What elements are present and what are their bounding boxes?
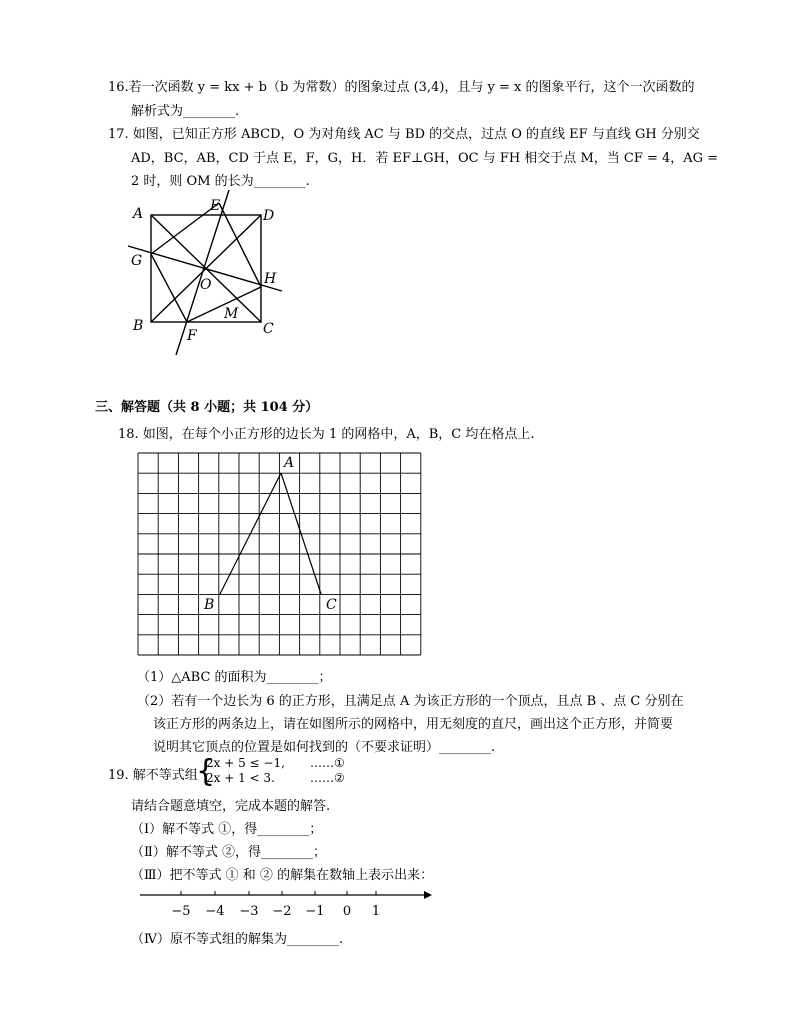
q19-step3: （Ⅲ）把不等式 ① 和 ② 的解集在数轴上表示出来： bbox=[131, 868, 434, 883]
q18-label-A: A bbox=[284, 455, 295, 471]
q17-label-H: H bbox=[264, 271, 277, 287]
q17-square-figure bbox=[120, 185, 290, 360]
q19-step2: （Ⅱ）解不等式 ②，得________； bbox=[131, 845, 326, 860]
q19-mark-2: ……② bbox=[310, 771, 345, 785]
number-line-tick-label: 1 bbox=[371, 904, 381, 919]
q18-part2-line1: （2）若有一个边长为 6 的正方形，且满足点 A 为该正方形的一个顶点，且点 B 、点 C 分别在 bbox=[137, 694, 684, 709]
q18-part2-line3: 说明其它顶点的位置是如何找到的（不要求证明）________. bbox=[153, 740, 496, 755]
q19-step1: （Ⅰ）解不等式 ①，得________； bbox=[131, 822, 323, 837]
number-line-tick-label: −3 bbox=[239, 904, 259, 919]
q19-number-line bbox=[135, 885, 435, 925]
q16-line1: 16.若一次函数 y = kx + b（b 为常数）的图象过点 (3,4)，且与 y = x 的图象平行，这个一次函数的 bbox=[108, 80, 695, 95]
q17-label-M: M bbox=[224, 306, 239, 322]
q17-label-O: O bbox=[200, 277, 212, 293]
q19-instruction: 请结合题意填空，完成本题的解答. bbox=[131, 799, 331, 814]
q19-mark-1: ……① bbox=[310, 756, 345, 770]
q18-grid-figure bbox=[130, 445, 430, 660]
q17-line3: 2 时，则 OM 的长为________. bbox=[131, 174, 310, 189]
number-line-tick-label: −1 bbox=[305, 904, 325, 919]
q18-part2-line2: 该正方形的两条边上，请在如图所示的网格中，用无刻度的直尺，画出这个正方形，并简要 bbox=[153, 717, 674, 732]
q17-label-A: A bbox=[133, 206, 144, 222]
q19-stem: 19. 解不等式组 bbox=[108, 768, 198, 783]
q17-label-D: D bbox=[263, 208, 275, 224]
q19-inequality-1: 2x + 5 ≤ −1, bbox=[206, 756, 285, 770]
q17-label-B: B bbox=[133, 318, 144, 334]
q17-line1: 17. 如图，已知正方形 ABCD，O 为对角线 AC 与 BD 的交点，过点 O 的直线 EF 与直线 GH 分别交 bbox=[108, 127, 700, 142]
q19-brace: { bbox=[196, 754, 216, 789]
q16-line2: 解析式为________. bbox=[131, 104, 240, 119]
q19-inequality-2: 2x + 1 < 3. bbox=[206, 771, 275, 785]
number-line-tick-label: −5 bbox=[171, 904, 191, 919]
q19-step4: （Ⅳ）原不等式组的解集为________. bbox=[131, 932, 344, 947]
number-line-tick-label: −4 bbox=[205, 904, 225, 919]
q18-stem: 18. 如图，在每个小正方形的边长为 1 的网格中，A，B，C 均在格点上. bbox=[118, 427, 535, 442]
q18-label-C: C bbox=[326, 597, 337, 613]
q17-label-E: E bbox=[210, 198, 221, 214]
q17-label-G: G bbox=[131, 253, 143, 269]
q18-label-B: B bbox=[204, 597, 215, 613]
q17-label-F: F bbox=[187, 328, 197, 344]
q17-line2: AD，BC，AB，CD 于点 E，F，G，H．若 EF⊥GH，OC 与 FH 相交于点 M，当 CF = 4，AG = bbox=[131, 151, 719, 166]
number-line-tick-label: 0 bbox=[342, 904, 352, 919]
section-title: 三、解答题（共 8 小题；共 104 分） bbox=[95, 400, 319, 415]
q18-part1: （1）△ABC 的面积为________； bbox=[137, 670, 332, 685]
number-line-tick-label: −2 bbox=[272, 904, 292, 919]
q17-label-C: C bbox=[263, 321, 274, 337]
